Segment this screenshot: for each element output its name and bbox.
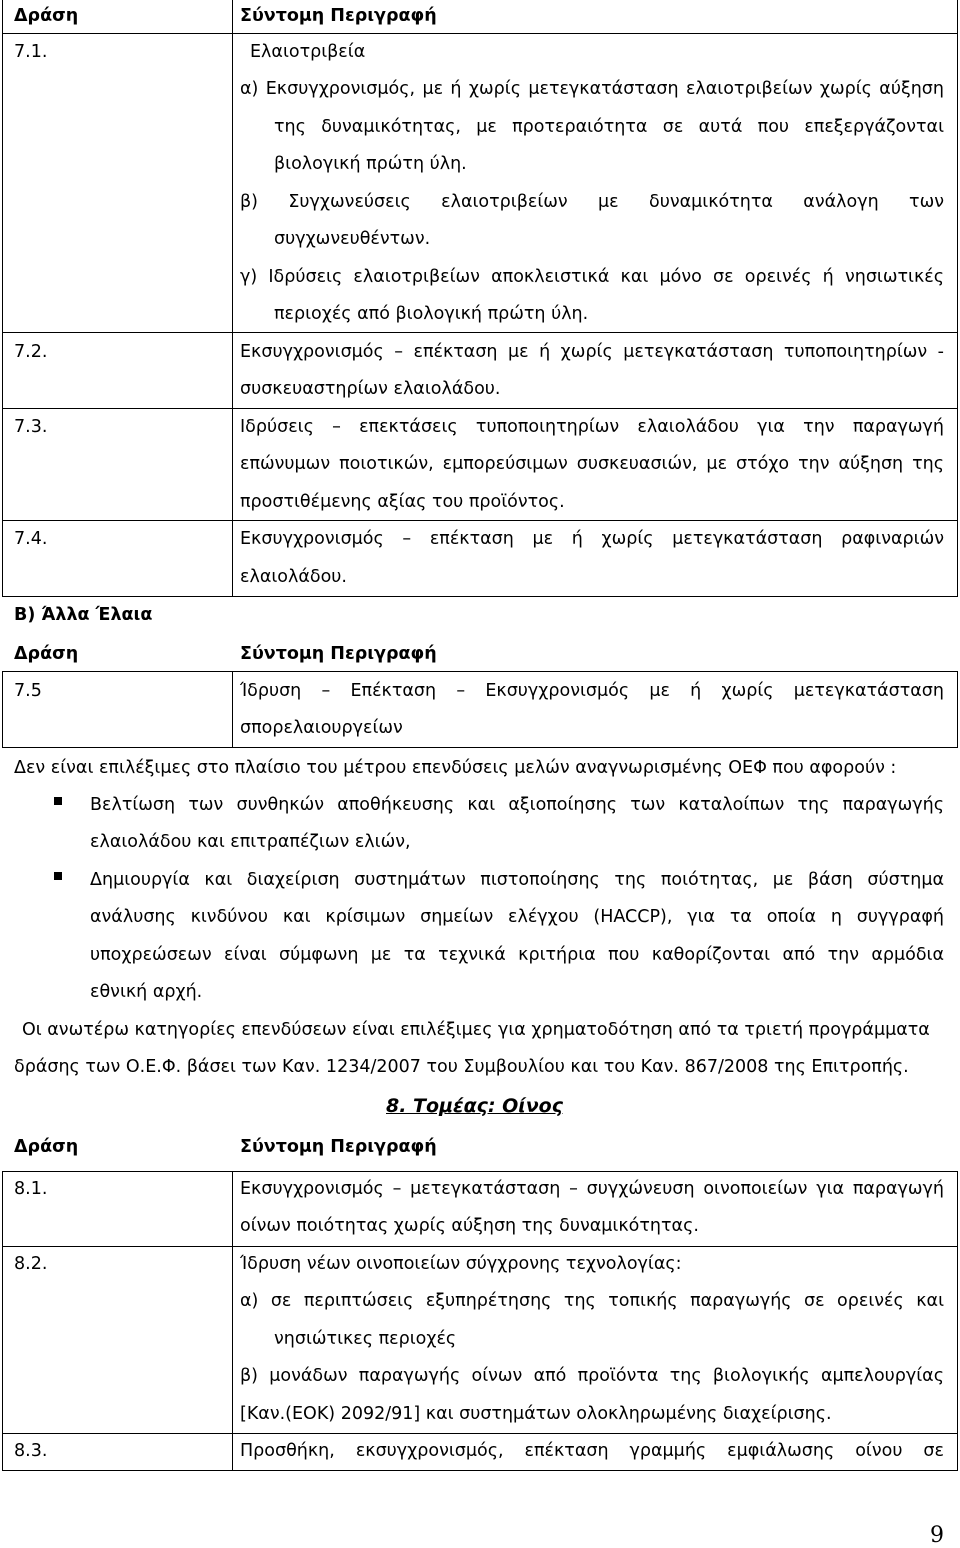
header-description: Σύντομη Περιγραφή bbox=[240, 1137, 437, 1157]
note-text: Οι ανωτέρω κατηγορίες επενδύσεων είναι επιλέξιμες για χρηματοδότηση από τα τριετή προγράμματα bbox=[22, 1020, 930, 1040]
bullet-text: ελαιολάδου και επιτραπέζιων ελιών, bbox=[90, 832, 411, 852]
row-code: 8.2. bbox=[14, 1254, 48, 1274]
header-action: Δράση bbox=[14, 644, 79, 664]
row-text: συσκευαστηρίων ελαιολάδου. bbox=[240, 379, 501, 399]
table-rule bbox=[2, 1246, 958, 1247]
header-description: Σύντομη Περιγραφή bbox=[240, 644, 437, 664]
bullet-text: εθνική αρχή. bbox=[90, 982, 203, 1002]
row-code: 8.1. bbox=[14, 1179, 48, 1199]
table-rule bbox=[2, 671, 958, 672]
bullet-square-icon bbox=[54, 872, 62, 880]
row-text: συγχωνευθέντων. bbox=[274, 229, 431, 249]
header-action: Δράση bbox=[14, 6, 79, 26]
table-column-divider bbox=[232, 672, 233, 748]
row-text: σπορελαιουργείων bbox=[240, 718, 403, 738]
row-text: α) Εκσυγχρονισμός, με ή χωρίς μετεγκατάσταση ελαιοτριβείων χωρίς αύξηση bbox=[240, 79, 944, 99]
row-code: 7.4. bbox=[14, 529, 48, 549]
section-title-wine: 8. Τομέας: Οίνος bbox=[386, 1095, 563, 1117]
row-code: 8.3. bbox=[14, 1441, 48, 1461]
row-text: [Καν.(ΕΟΚ) 2092/91] και συστημάτων ολοκληρωμένης διαχείρισης. bbox=[240, 1404, 832, 1424]
bullet-text: Βελτίωση των συνθηκών αποθήκευσης και αξιοποίησης των καταλοίπων της παραγωγής bbox=[90, 795, 944, 815]
row-code: 7.3. bbox=[14, 417, 48, 437]
table-rule bbox=[2, 1171, 958, 1172]
row-text: Ίδρυση – Επέκταση – Εκσυγχρονισμός με ή χωρίς μετεγκατάσταση bbox=[240, 681, 944, 701]
row-title: Ελαιοτριβεία bbox=[250, 42, 366, 62]
table-column-divider bbox=[232, 1172, 233, 1471]
bullet-square-icon bbox=[54, 797, 62, 805]
exclusions-intro: Δεν είναι επιλέξιμες στο πλαίσιο του μέτρου επενδύσεις μελών αναγνωρισμένης ΟΕΦ που αφορούν : bbox=[14, 758, 897, 778]
row-text: γ) Ιδρύσεις ελαιοτριβείων αποκλειστικά και μόνο σε ορεινές ή νησιωτικές bbox=[240, 267, 944, 287]
row-text: β) Συγχωνεύσεις ελαιοτριβείων με δυναμικότητα ανάλογη των bbox=[240, 192, 944, 212]
header-description: Σύντομη Περιγραφή bbox=[240, 6, 437, 26]
bullet-text: Δημιουργία και διαχείριση συστημάτων πιστοποίησης της ποιότητας, με βάση σύστημα bbox=[90, 870, 944, 890]
row-code: 7.5 bbox=[14, 681, 42, 701]
row-text: ελαιολάδου. bbox=[240, 567, 347, 587]
table-border-left bbox=[2, 672, 3, 748]
row-text: β) μονάδων παραγωγής οίνων από προϊόντα της βιολογικής αμπελουργίας bbox=[240, 1366, 944, 1386]
section-heading-other-oils: Β) Άλλα Έλαια bbox=[14, 605, 153, 625]
header-action: Δράση bbox=[14, 1137, 79, 1157]
row-text: α) σε περιπτώσεις εξυπηρέτησης της τοπικής παραγωγής σε ορεινές και bbox=[240, 1291, 944, 1311]
table-column-divider bbox=[232, 0, 233, 597]
table-border-left bbox=[2, 0, 3, 597]
row-text: βιολογική πρώτη ύλη. bbox=[274, 154, 467, 174]
note-text: δράσης των Ο.Ε.Φ. βάσει των Καν. 1234/2007 του Συμβουλίου και του Καν. 867/2008 της Επιτροπής. bbox=[14, 1057, 909, 1077]
row-text: προστιθέμενης αξίας του προϊόντος. bbox=[240, 492, 565, 512]
row-text: της δυναμικότητας, με προτεραιότητα σε αυτά που επεξεργάζονται bbox=[274, 117, 944, 137]
row-text: επώνυμων ποιοτικών, εμπορεύσιμων συσκευασιών, με στόχο την αύξηση της bbox=[240, 454, 944, 474]
row-text: οίνων ποιότητας χωρίς αύξηση της δυναμικότητας. bbox=[240, 1216, 699, 1236]
row-text: Προσθήκη, εκσυγχρονισμός, επέκταση γραμμής εμφιάλωσης οίνου σε bbox=[240, 1441, 944, 1461]
table-rule bbox=[2, 1433, 958, 1434]
table-rule bbox=[2, 520, 958, 521]
table-border-right bbox=[957, 672, 958, 748]
table-border-left bbox=[2, 1172, 3, 1471]
table-border-right bbox=[957, 1172, 958, 1471]
row-text: Ιδρύσεις – επεκτάσεις τυποποιητηρίων ελαιολάδου για την παραγωγή bbox=[240, 417, 944, 437]
row-text: Εκσυγχρονισμός – μετεγκατάσταση – συγχώνευση οινοποιείων για παραγωγή bbox=[240, 1179, 944, 1199]
bullet-text: ανάλυσης κινδύνου και κρίσιμων σημείων ελέγχου (HACCP), για τα οποία η συγγραφή bbox=[90, 907, 944, 927]
table-rule bbox=[2, 33, 958, 34]
page-number: 9 bbox=[930, 1523, 944, 1548]
table-rule bbox=[2, 1470, 958, 1471]
row-text: Εκσυγχρονισμός – επέκταση με ή χωρίς μετεγκατάσταση τυποποιητηρίων - bbox=[240, 342, 944, 362]
table-rule bbox=[2, 332, 958, 333]
row-text: Εκσυγχρονισμός – επέκταση με ή χωρίς μετεγκατάσταση ραφιναριών bbox=[240, 529, 944, 549]
bullet-text: υποχρεώσεων είναι σύμφωνη με τα τεχνικά κριτήρια που καθορίζονται από την αρμόδια bbox=[90, 945, 944, 965]
row-text: περιοχές από βιολογική πρώτη ύλη. bbox=[274, 304, 589, 324]
table-rule bbox=[2, 408, 958, 409]
row-code: 7.1. bbox=[14, 42, 48, 62]
row-code: 7.2. bbox=[14, 342, 48, 362]
row-text: νησιώτικες περιοχές bbox=[274, 1329, 457, 1349]
row-title: Ίδρυση νέων οινοποιείων σύγχρονης τεχνολογίας: bbox=[240, 1254, 682, 1274]
table-border-right bbox=[957, 0, 958, 597]
table-rule bbox=[2, 596, 958, 597]
table-rule bbox=[2, 747, 958, 748]
